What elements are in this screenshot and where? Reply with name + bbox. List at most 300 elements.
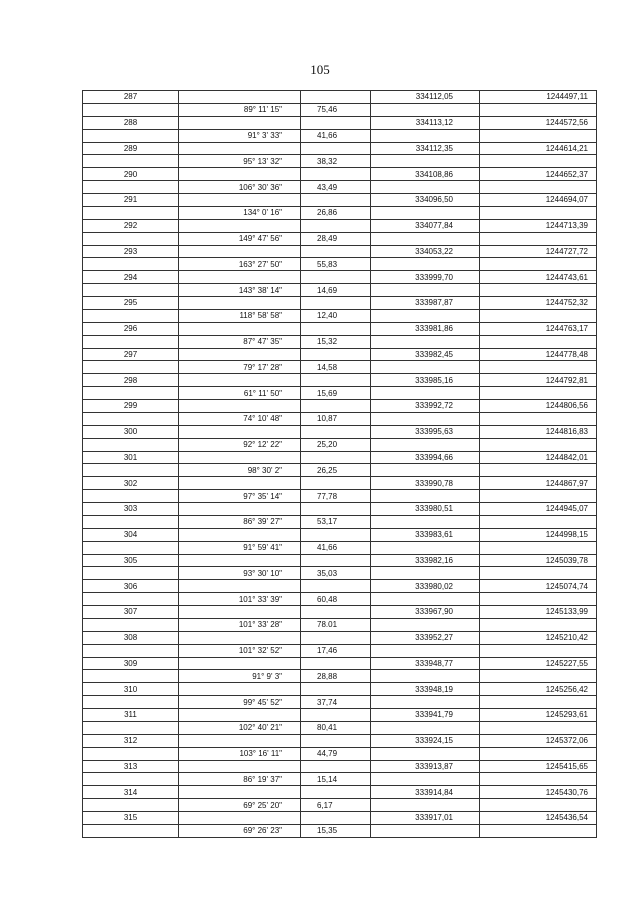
bearing-angle: 92° 12' 22" — [179, 438, 301, 451]
empty-cell — [371, 284, 480, 297]
empty-cell — [480, 309, 597, 322]
empty-cell — [83, 103, 179, 116]
bearing-angle: 106° 30' 36" — [179, 181, 301, 194]
y-coordinate: 1244752,32 — [480, 297, 597, 310]
point-number: 305 — [83, 554, 179, 567]
bearing-angle: 87° 47' 35" — [179, 335, 301, 348]
empty-cell — [179, 168, 301, 181]
empty-cell — [179, 142, 301, 155]
empty-cell — [83, 309, 179, 322]
point-row — [83, 91, 597, 104]
point-row — [83, 812, 597, 825]
x-coordinate: 334112,05 — [371, 91, 480, 104]
empty-cell — [480, 696, 597, 709]
empty-cell — [83, 670, 179, 683]
empty-cell — [371, 567, 480, 580]
empty-cell — [83, 387, 179, 400]
empty-cell — [83, 206, 179, 219]
segment-row — [83, 258, 597, 271]
empty-cell — [480, 284, 597, 297]
y-coordinate: 1245372,06 — [480, 734, 597, 747]
x-coordinate: 334112,35 — [371, 142, 480, 155]
segment-row — [83, 541, 597, 554]
segment-row — [83, 464, 597, 477]
empty-cell — [179, 812, 301, 825]
segment-row — [83, 773, 597, 786]
point-number: 315 — [83, 812, 179, 825]
empty-cell — [83, 567, 179, 580]
empty-cell — [301, 580, 371, 593]
empty-cell — [179, 786, 301, 799]
bearing-angle: 93° 30' 10" — [179, 567, 301, 580]
segment-row — [83, 567, 597, 580]
empty-cell — [480, 799, 597, 812]
segment-distance: 25,20 — [301, 438, 371, 451]
empty-cell — [179, 709, 301, 722]
y-coordinate: 1244727,72 — [480, 245, 597, 258]
bearing-angle: 69° 26' 23" — [179, 824, 301, 837]
point-row — [83, 631, 597, 644]
empty-cell — [480, 490, 597, 503]
point-number: 308 — [83, 631, 179, 644]
segment-distance: 41,66 — [301, 541, 371, 554]
empty-cell — [301, 297, 371, 310]
empty-cell — [179, 194, 301, 207]
empty-cell — [301, 503, 371, 516]
empty-cell — [371, 541, 480, 554]
x-coordinate: 333982,45 — [371, 348, 480, 361]
empty-cell — [371, 206, 480, 219]
empty-cell — [371, 232, 480, 245]
y-coordinate: 1245074,74 — [480, 580, 597, 593]
point-number: 302 — [83, 477, 179, 490]
segment-distance: 17,46 — [301, 644, 371, 657]
empty-cell — [371, 181, 480, 194]
empty-cell — [480, 773, 597, 786]
empty-cell — [480, 464, 597, 477]
coordinates-table — [82, 90, 597, 838]
x-coordinate: 333948,77 — [371, 657, 480, 670]
segment-distance: 14,58 — [301, 361, 371, 374]
empty-cell — [179, 528, 301, 541]
segment-row — [83, 387, 597, 400]
empty-cell — [371, 644, 480, 657]
segment-distance: 43,49 — [301, 181, 371, 194]
segment-row — [83, 206, 597, 219]
y-coordinate: 1244792,81 — [480, 374, 597, 387]
segment-distance: 78.01 — [301, 618, 371, 631]
point-number: 289 — [83, 142, 179, 155]
y-coordinate: 1245256,42 — [480, 683, 597, 696]
empty-cell — [179, 425, 301, 438]
segment-distance: 15,14 — [301, 773, 371, 786]
segment-row — [83, 155, 597, 168]
empty-cell — [480, 541, 597, 554]
bearing-angle: 143° 38' 14" — [179, 284, 301, 297]
empty-cell — [371, 747, 480, 760]
point-row — [83, 503, 597, 516]
segment-row — [83, 129, 597, 142]
point-row — [83, 271, 597, 284]
empty-cell — [480, 721, 597, 734]
y-coordinate: 1244743,61 — [480, 271, 597, 284]
segment-row — [83, 670, 597, 683]
segment-row — [83, 335, 597, 348]
empty-cell — [301, 142, 371, 155]
empty-cell — [83, 799, 179, 812]
empty-cell — [179, 657, 301, 670]
segment-distance: 28,49 — [301, 232, 371, 245]
segment-distance: 14,69 — [301, 284, 371, 297]
bearing-angle: 86° 39' 27" — [179, 515, 301, 528]
bearing-angle: 101° 33' 39" — [179, 593, 301, 606]
point-number: 296 — [83, 322, 179, 335]
empty-cell — [371, 464, 480, 477]
empty-cell — [480, 824, 597, 837]
y-coordinate: 1245436,54 — [480, 812, 597, 825]
segment-distance: 28,88 — [301, 670, 371, 683]
empty-cell — [179, 348, 301, 361]
segment-distance: 80,41 — [301, 721, 371, 734]
y-coordinate: 1245415,65 — [480, 760, 597, 773]
bearing-angle: 91° 3' 33" — [179, 129, 301, 142]
point-row — [83, 116, 597, 129]
empty-cell — [179, 606, 301, 619]
empty-cell — [83, 335, 179, 348]
y-coordinate: 1244842,01 — [480, 451, 597, 464]
empty-cell — [301, 812, 371, 825]
empty-cell — [179, 451, 301, 464]
segment-distance: 53,17 — [301, 515, 371, 528]
segment-distance: 60,48 — [301, 593, 371, 606]
y-coordinate: 1244867,97 — [480, 477, 597, 490]
point-row — [83, 580, 597, 593]
bearing-angle: 91° 59' 41" — [179, 541, 301, 554]
empty-cell — [179, 116, 301, 129]
empty-cell — [480, 644, 597, 657]
x-coordinate: 333952,27 — [371, 631, 480, 644]
point-row — [83, 348, 597, 361]
empty-cell — [480, 593, 597, 606]
segment-row — [83, 515, 597, 528]
y-coordinate: 1245133,99 — [480, 606, 597, 619]
point-row — [83, 554, 597, 567]
empty-cell — [179, 322, 301, 335]
empty-cell — [83, 490, 179, 503]
segment-row — [83, 747, 597, 760]
segment-distance: 35,03 — [301, 567, 371, 580]
empty-cell — [301, 116, 371, 129]
y-coordinate: 1244816,83 — [480, 425, 597, 438]
empty-cell — [480, 618, 597, 631]
y-coordinate: 1244694,07 — [480, 194, 597, 207]
empty-cell — [301, 374, 371, 387]
empty-cell — [179, 580, 301, 593]
segment-row — [83, 490, 597, 503]
x-coordinate: 333914,84 — [371, 786, 480, 799]
bearing-angle: 86° 19' 37" — [179, 773, 301, 786]
bearing-angle: 149° 47' 56" — [179, 232, 301, 245]
empty-cell — [301, 194, 371, 207]
segment-distance: 75,46 — [301, 103, 371, 116]
point-number: 309 — [83, 657, 179, 670]
x-coordinate: 333994,66 — [371, 451, 480, 464]
bearing-angle: 69° 25' 20" — [179, 799, 301, 812]
empty-cell — [83, 361, 179, 374]
x-coordinate: 334053,22 — [371, 245, 480, 258]
segment-row — [83, 181, 597, 194]
point-number: 298 — [83, 374, 179, 387]
point-row — [83, 297, 597, 310]
segment-distance: 6,17 — [301, 799, 371, 812]
x-coordinate: 333992,72 — [371, 400, 480, 413]
point-number: 312 — [83, 734, 179, 747]
empty-cell — [301, 606, 371, 619]
x-coordinate: 333995,63 — [371, 425, 480, 438]
empty-cell — [371, 490, 480, 503]
bearing-angle: 61° 11' 50" — [179, 387, 301, 400]
empty-cell — [480, 361, 597, 374]
x-coordinate: 333981,86 — [371, 322, 480, 335]
empty-cell — [83, 696, 179, 709]
empty-cell — [179, 503, 301, 516]
empty-cell — [301, 786, 371, 799]
empty-cell — [480, 515, 597, 528]
segment-row — [83, 644, 597, 657]
segment-distance: 77,78 — [301, 490, 371, 503]
empty-cell — [371, 515, 480, 528]
empty-cell — [371, 258, 480, 271]
segment-distance: 26,86 — [301, 206, 371, 219]
empty-cell — [301, 451, 371, 464]
point-row — [83, 451, 597, 464]
y-coordinate: 1245210,42 — [480, 631, 597, 644]
empty-cell — [301, 657, 371, 670]
empty-cell — [301, 760, 371, 773]
point-row — [83, 606, 597, 619]
segment-row — [83, 824, 597, 837]
empty-cell — [480, 155, 597, 168]
empty-cell — [179, 683, 301, 696]
empty-cell — [371, 799, 480, 812]
segment-row — [83, 799, 597, 812]
empty-cell — [301, 683, 371, 696]
empty-cell — [480, 206, 597, 219]
point-number: 291 — [83, 194, 179, 207]
point-number: 292 — [83, 219, 179, 232]
empty-cell — [301, 245, 371, 258]
empty-cell — [179, 734, 301, 747]
x-coordinate: 333924,15 — [371, 734, 480, 747]
empty-cell — [480, 567, 597, 580]
segment-distance: 10,87 — [301, 412, 371, 425]
empty-cell — [480, 103, 597, 116]
bearing-angle: 118° 58' 58" — [179, 309, 301, 322]
empty-cell — [83, 721, 179, 734]
segment-row — [83, 412, 597, 425]
x-coordinate: 333948,19 — [371, 683, 480, 696]
x-coordinate: 333980,02 — [371, 580, 480, 593]
bearing-angle: 79° 17' 28" — [179, 361, 301, 374]
coordinates-table-body — [83, 91, 597, 838]
empty-cell — [179, 271, 301, 284]
point-number: 299 — [83, 400, 179, 413]
segment-distance: 15,32 — [301, 335, 371, 348]
empty-cell — [480, 129, 597, 142]
empty-cell — [480, 670, 597, 683]
bearing-angle: 98° 30' 2" — [179, 464, 301, 477]
point-number: 307 — [83, 606, 179, 619]
bearing-angle: 89° 11' 15" — [179, 103, 301, 116]
x-coordinate: 334108,86 — [371, 168, 480, 181]
bearing-angle: 91° 9' 3" — [179, 670, 301, 683]
empty-cell — [83, 258, 179, 271]
point-row — [83, 322, 597, 335]
point-row — [83, 400, 597, 413]
empty-cell — [179, 554, 301, 567]
point-row — [83, 528, 597, 541]
empty-cell — [179, 631, 301, 644]
y-coordinate: 1244652,37 — [480, 168, 597, 181]
empty-cell — [480, 387, 597, 400]
segment-row — [83, 438, 597, 451]
empty-cell — [83, 438, 179, 451]
segment-distance: 15,35 — [301, 824, 371, 837]
point-row — [83, 142, 597, 155]
empty-cell — [83, 412, 179, 425]
bearing-angle: 101° 33' 28" — [179, 618, 301, 631]
empty-cell — [301, 91, 371, 104]
empty-cell — [371, 335, 480, 348]
empty-cell — [480, 258, 597, 271]
empty-cell — [301, 348, 371, 361]
y-coordinate: 1245227,55 — [480, 657, 597, 670]
y-coordinate: 1244806,56 — [480, 400, 597, 413]
y-coordinate: 1244614,21 — [480, 142, 597, 155]
empty-cell — [301, 528, 371, 541]
empty-cell — [83, 644, 179, 657]
y-coordinate: 1244713,39 — [480, 219, 597, 232]
y-coordinate: 1245293,61 — [480, 709, 597, 722]
empty-cell — [179, 91, 301, 104]
empty-cell — [301, 425, 371, 438]
empty-cell — [480, 438, 597, 451]
point-row — [83, 194, 597, 207]
x-coordinate: 333990,78 — [371, 477, 480, 490]
empty-cell — [301, 631, 371, 644]
segment-row — [83, 618, 597, 631]
x-coordinate: 334077,84 — [371, 219, 480, 232]
y-coordinate: 1245039,78 — [480, 554, 597, 567]
empty-cell — [371, 438, 480, 451]
empty-cell — [301, 322, 371, 335]
y-coordinate: 1244763,17 — [480, 322, 597, 335]
point-number: 313 — [83, 760, 179, 773]
point-row — [83, 683, 597, 696]
empty-cell — [480, 232, 597, 245]
empty-cell — [179, 374, 301, 387]
empty-cell — [301, 554, 371, 567]
empty-cell — [301, 477, 371, 490]
x-coordinate: 333985,16 — [371, 374, 480, 387]
point-row — [83, 760, 597, 773]
empty-cell — [179, 219, 301, 232]
empty-cell — [301, 400, 371, 413]
point-number: 293 — [83, 245, 179, 258]
bearing-angle: 95° 13' 32" — [179, 155, 301, 168]
empty-cell — [83, 593, 179, 606]
empty-cell — [301, 709, 371, 722]
bearing-angle: 99° 45' 52" — [179, 696, 301, 709]
empty-cell — [179, 297, 301, 310]
empty-cell — [480, 412, 597, 425]
bearing-angle: 102° 40' 21" — [179, 721, 301, 734]
point-number: 294 — [83, 271, 179, 284]
segment-row — [83, 696, 597, 709]
bearing-angle: 101° 32' 52" — [179, 644, 301, 657]
empty-cell — [83, 129, 179, 142]
empty-cell — [371, 412, 480, 425]
empty-cell — [83, 773, 179, 786]
x-coordinate: 334113,12 — [371, 116, 480, 129]
segment-distance: 15,69 — [301, 387, 371, 400]
bearing-angle: 97° 35' 14" — [179, 490, 301, 503]
point-row — [83, 245, 597, 258]
empty-cell — [480, 335, 597, 348]
empty-cell — [371, 824, 480, 837]
x-coordinate: 333913,87 — [371, 760, 480, 773]
point-number: 290 — [83, 168, 179, 181]
point-number: 288 — [83, 116, 179, 129]
segment-distance: 55,83 — [301, 258, 371, 271]
point-row — [83, 168, 597, 181]
point-row — [83, 709, 597, 722]
bearing-angle: 134° 0' 16" — [179, 206, 301, 219]
point-number: 311 — [83, 709, 179, 722]
point-number: 314 — [83, 786, 179, 799]
segment-row — [83, 309, 597, 322]
empty-cell — [371, 670, 480, 683]
point-number: 287 — [83, 91, 179, 104]
segment-row — [83, 593, 597, 606]
empty-cell — [371, 129, 480, 142]
page-number: 105 — [310, 62, 330, 77]
point-row — [83, 786, 597, 799]
point-number: 300 — [83, 425, 179, 438]
segment-distance: 37,74 — [301, 696, 371, 709]
x-coordinate: 333983,61 — [371, 528, 480, 541]
empty-cell — [83, 155, 179, 168]
segment-row — [83, 361, 597, 374]
y-coordinate: 1244778,48 — [480, 348, 597, 361]
empty-cell — [371, 773, 480, 786]
y-coordinate: 1244945,07 — [480, 503, 597, 516]
segment-row — [83, 284, 597, 297]
point-number: 295 — [83, 297, 179, 310]
empty-cell — [83, 541, 179, 554]
x-coordinate: 333999,70 — [371, 271, 480, 284]
empty-cell — [371, 387, 480, 400]
empty-cell — [371, 103, 480, 116]
x-coordinate: 333941,79 — [371, 709, 480, 722]
point-row — [83, 477, 597, 490]
empty-cell — [83, 515, 179, 528]
empty-cell — [480, 747, 597, 760]
segment-distance: 41,66 — [301, 129, 371, 142]
bearing-angle: 163° 27' 50" — [179, 258, 301, 271]
x-coordinate: 333967,90 — [371, 606, 480, 619]
x-coordinate: 333917,01 — [371, 812, 480, 825]
